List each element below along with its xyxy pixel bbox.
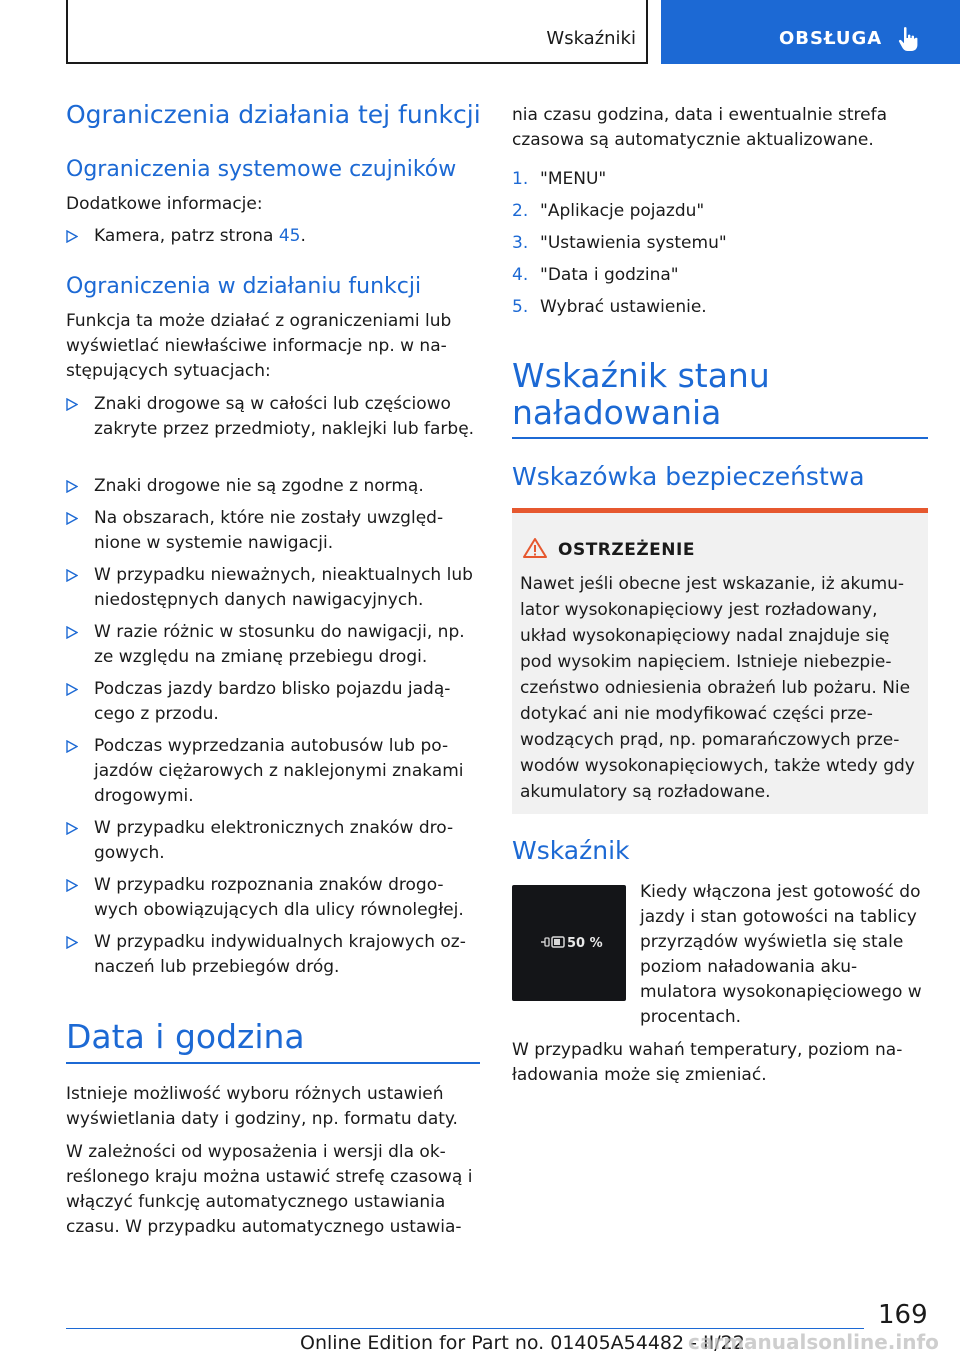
list-item: 4. "Data i godzina" — [512, 263, 928, 288]
triangle-bullet-icon — [66, 398, 78, 411]
header-section-box — [66, 0, 648, 64]
pointing-hand-icon — [897, 26, 919, 56]
menu-step-label: "Ustawienia systemu" — [540, 233, 727, 253]
menu-step-label: "Aplikacje pojazdu" — [540, 201, 705, 221]
charge-percentage: 50 % — [567, 936, 603, 951]
section-divider — [66, 1062, 480, 1064]
heading-sensor-limits: Ograniczenia systemowe czujników — [66, 157, 457, 182]
footer-divider — [66, 1328, 864, 1329]
extra-info-label: Dodatkowe informacje: — [66, 194, 263, 214]
heading-charge-level: Wskaźnik stanu naładowania — [512, 356, 770, 432]
list-item: W przypadku rozpoznania znaków drogo-wych obowiązujących dla ulicy równoległej. — [66, 873, 480, 923]
date-paragraph-1: Istnieje możliwość wyboru różnych ustawień wyświetlania daty i godziny, np. formatu daty. — [66, 1084, 458, 1129]
indicator-description: Kiedy włączona jest gotowość do jazdy i stan gotowości na tablicy przyrządów wyświetla się stale poziom naładowania aku-mulatora wysokonapięciowego w procentach. — [640, 882, 922, 1027]
temperature-note: W przypadku wahań temperatury, poziom na-ładowania może się zmieniać. — [512, 1040, 903, 1085]
list-item: Na obszarach, które nie zostały uwzględ-nione w systemie nawigacji. — [66, 506, 480, 556]
list-item: W przypadku indywidualnych krajowych oz-naczeń lub przebiegów dróg. — [66, 930, 480, 980]
heading-date-time: Data i godzina — [66, 1017, 305, 1056]
menu-step-label: "Data i godzina" — [540, 265, 679, 285]
triangle-bullet-icon — [66, 683, 78, 696]
header-section-title: Wskaźniki — [546, 28, 636, 49]
heading-func-limits: Ograniczenia w działaniu funkcji — [66, 274, 422, 299]
page-link-45[interactable]: 45 — [278, 226, 301, 246]
triangle-bullet-icon — [66, 879, 78, 892]
triangle-bullet-icon — [66, 569, 78, 582]
triangle-bullet-icon — [66, 822, 78, 835]
menu-step-label: "MENU" — [540, 169, 607, 189]
warning-text: Nawet jeśli obecne jest wskazanie, iż akumu-lator wysokonapięciowy jest rozładowany, układ wysokonapięciowy nadal znajduje się pod wysokim napięciem. Istnieje niebezpie-czeństwo odniesienia obrażeń lub pożaru. Nie dotykać ani nie modyfikować części prze-wodzących prąd, np. pomarańczowych prze-wodów wysokonapięciowych, także wtedy gdy akumulatory są rozładowane. — [520, 574, 915, 802]
list-item — [66, 224, 480, 249]
triangle-bullet-icon — [66, 230, 78, 243]
footer-edition: Online Edition for Part no. 01405A54482 - II/22 — [300, 1332, 745, 1354]
warning-triangle-icon — [522, 537, 548, 563]
list-item: 3. "Ustawienia systemu" — [512, 231, 928, 256]
func-intro-text: Funkcja ta może działać z ograniczeniami lub wyświetlać niewłaściwe informacje np. w na-stępujących sytuacjach: — [66, 311, 452, 381]
triangle-bullet-icon — [66, 512, 78, 525]
list-item: Znaki drogowe nie są zgodne z normą. — [66, 474, 480, 499]
triangle-bullet-icon — [66, 740, 78, 753]
page-number: 169 — [878, 1300, 928, 1330]
triangle-bullet-icon — [66, 480, 78, 493]
list-item: Podczas jazdy bardzo blisko pojazdu jadą-cego z przodu. — [66, 677, 480, 727]
header-chapter-tab[interactable] — [661, 0, 960, 64]
date-paragraph-2: W zależności od wyposażenia i wersji dla ok-reślonego kraju można ustawić strefę czasową i włączyć funkcję automatycznego ustawiania czasu. W przypadku automatycznego ustawia- — [66, 1142, 473, 1237]
list-item: W przypadku nieważnych, nieaktualnych lub niedostępnych danych nawigacyjnych. — [66, 563, 480, 613]
section-divider — [512, 437, 928, 439]
battery-plug-icon — [540, 934, 566, 954]
list-item: W razie różnic w stosunku do nawigacji, np. ze względu na zmianę przebiegu drogi. — [66, 620, 480, 670]
list-item: Znaki drogowe są w całości lub częściowo zakryte przez przedmioty, naklejki lub farbę. — [66, 392, 480, 467]
menu-step-label: Wybrać ustawienie. — [540, 297, 707, 317]
list-item: 2. "Aplikacje pojazdu" — [512, 199, 928, 224]
heading-safety-note: Wskazówka bezpieczeństwa — [512, 462, 865, 491]
warning-title: OSTRZEŻENIE — [558, 540, 695, 560]
list-item: 1. "MENU" — [512, 167, 928, 192]
triangle-bullet-icon — [66, 936, 78, 949]
watermark-logo: carmanualsonline.info — [688, 1330, 939, 1354]
warning-box — [512, 508, 928, 814]
charge-indicator-image — [512, 885, 626, 1001]
list-item: W przypadku elektronicznych znaków dro-gowych. — [66, 816, 480, 866]
triangle-bullet-icon — [66, 626, 78, 639]
date-paragraph-continued: nia czasu godzina, data i ewentualnie strefa czasowa są automatycznie aktualizowane. — [512, 105, 888, 150]
header-chapter-label: OBSŁUGA — [779, 28, 883, 49]
list-item: 5. Wybrać ustawienie. — [512, 295, 928, 320]
heading-indicator: Wskaźnik — [512, 836, 630, 865]
camera-reference: Kamera, patrz strona 45. — [94, 226, 306, 246]
list-item: Podczas wyprzedzania autobusów lub po-jazdów ciężarowych z naklejonymi znakami drogowymi. — [66, 734, 480, 809]
heading-function-limits: Ograniczenia działania tej funkcji — [66, 100, 481, 129]
